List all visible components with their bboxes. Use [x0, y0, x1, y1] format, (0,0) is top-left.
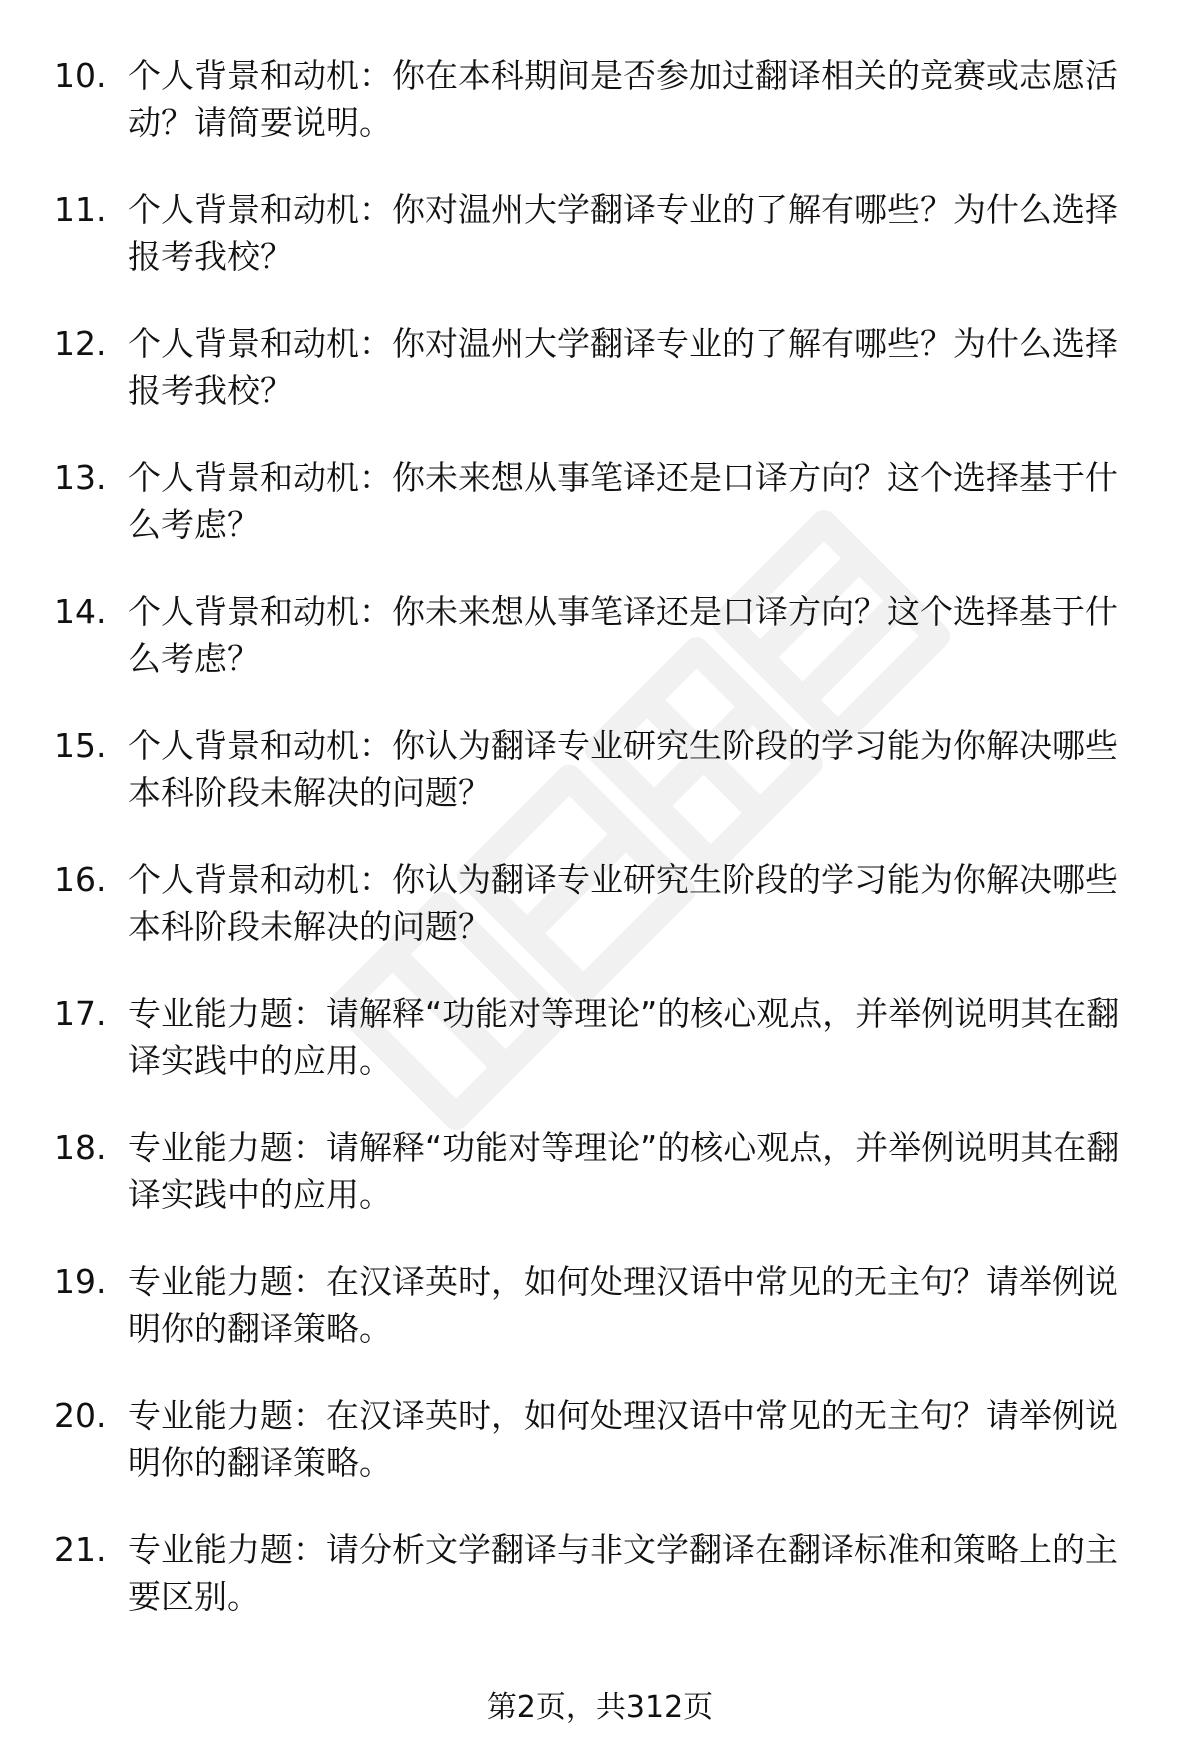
question-number: 10. [54, 56, 107, 95]
question-item [0, 588, 1200, 722]
question-item [0, 1258, 1200, 1392]
question-item [0, 1526, 1200, 1660]
question-item [0, 856, 1200, 990]
question-number: 19. [54, 1262, 107, 1301]
question-text: 个人背景和动机：你对温州大学翻译专业的了解有哪些？为什么选择报考我校？ [128, 190, 1118, 276]
question-text: 个人背景和动机：你未来想从事笔译还是口译方向？这个选择基于什么考虑？ [128, 592, 1118, 678]
question-text: 个人背景和动机：你未来想从事笔译还是口译方向？这个选择基于什么考虑？ [128, 458, 1118, 544]
question-text: 个人背景和动机：你对温州大学翻译专业的了解有哪些？为什么选择报考我校？ [128, 324, 1118, 410]
question-text: 专业能力题：请分析文学翻译与非文学翻译在翻译标准和策略上的主要区别。 [128, 1530, 1118, 1616]
question-number: 12. [54, 324, 107, 363]
question-item [0, 454, 1200, 588]
question-number: 13. [54, 458, 107, 497]
question-item [0, 722, 1200, 856]
page-number: 第2页，共312页 [486, 1690, 714, 1725]
question-item [0, 1392, 1200, 1526]
question-text: 专业能力题：在汉译英时，如何处理汉语中常见的无主句？请举例说明你的翻译策略。 [128, 1262, 1118, 1348]
question-number: 20. [54, 1396, 107, 1435]
question-list [0, 52, 1200, 1660]
question-text: 个人背景和动机：你认为翻译专业研究生阶段的学习能为你解决哪些本科阶段未解决的问题？ [128, 726, 1118, 812]
question-text: 专业能力题：请解释“功能对等理论”的核心观点，并举例说明其在翻译实践中的应用。 [128, 1128, 1120, 1214]
question-text: 专业能力题：请解释“功能对等理论”的核心观点，并举例说明其在翻译实践中的应用。 [128, 994, 1120, 1080]
question-number: 14. [54, 592, 107, 631]
question-item [0, 186, 1200, 320]
question-item [0, 990, 1200, 1124]
question-number: 21. [54, 1530, 107, 1569]
question-text: 专业能力题：在汉译英时，如何处理汉语中常见的无主句？请举例说明你的翻译策略。 [128, 1396, 1118, 1482]
question-number: 17. [54, 994, 107, 1033]
question-number: 11. [54, 190, 107, 229]
question-text: 个人背景和动机：你在本科期间是否参加过翻译相关的竞赛或志愿活动？请简要说明。 [128, 56, 1118, 142]
question-item [0, 1124, 1200, 1258]
question-number: 16. [54, 860, 107, 899]
question-number: 18. [54, 1128, 107, 1167]
question-item [0, 52, 1200, 186]
question-item [0, 320, 1200, 454]
question-number: 15. [54, 726, 107, 765]
question-text: 个人背景和动机：你认为翻译专业研究生阶段的学习能为你解决哪些本科阶段未解决的问题？ [128, 860, 1118, 946]
